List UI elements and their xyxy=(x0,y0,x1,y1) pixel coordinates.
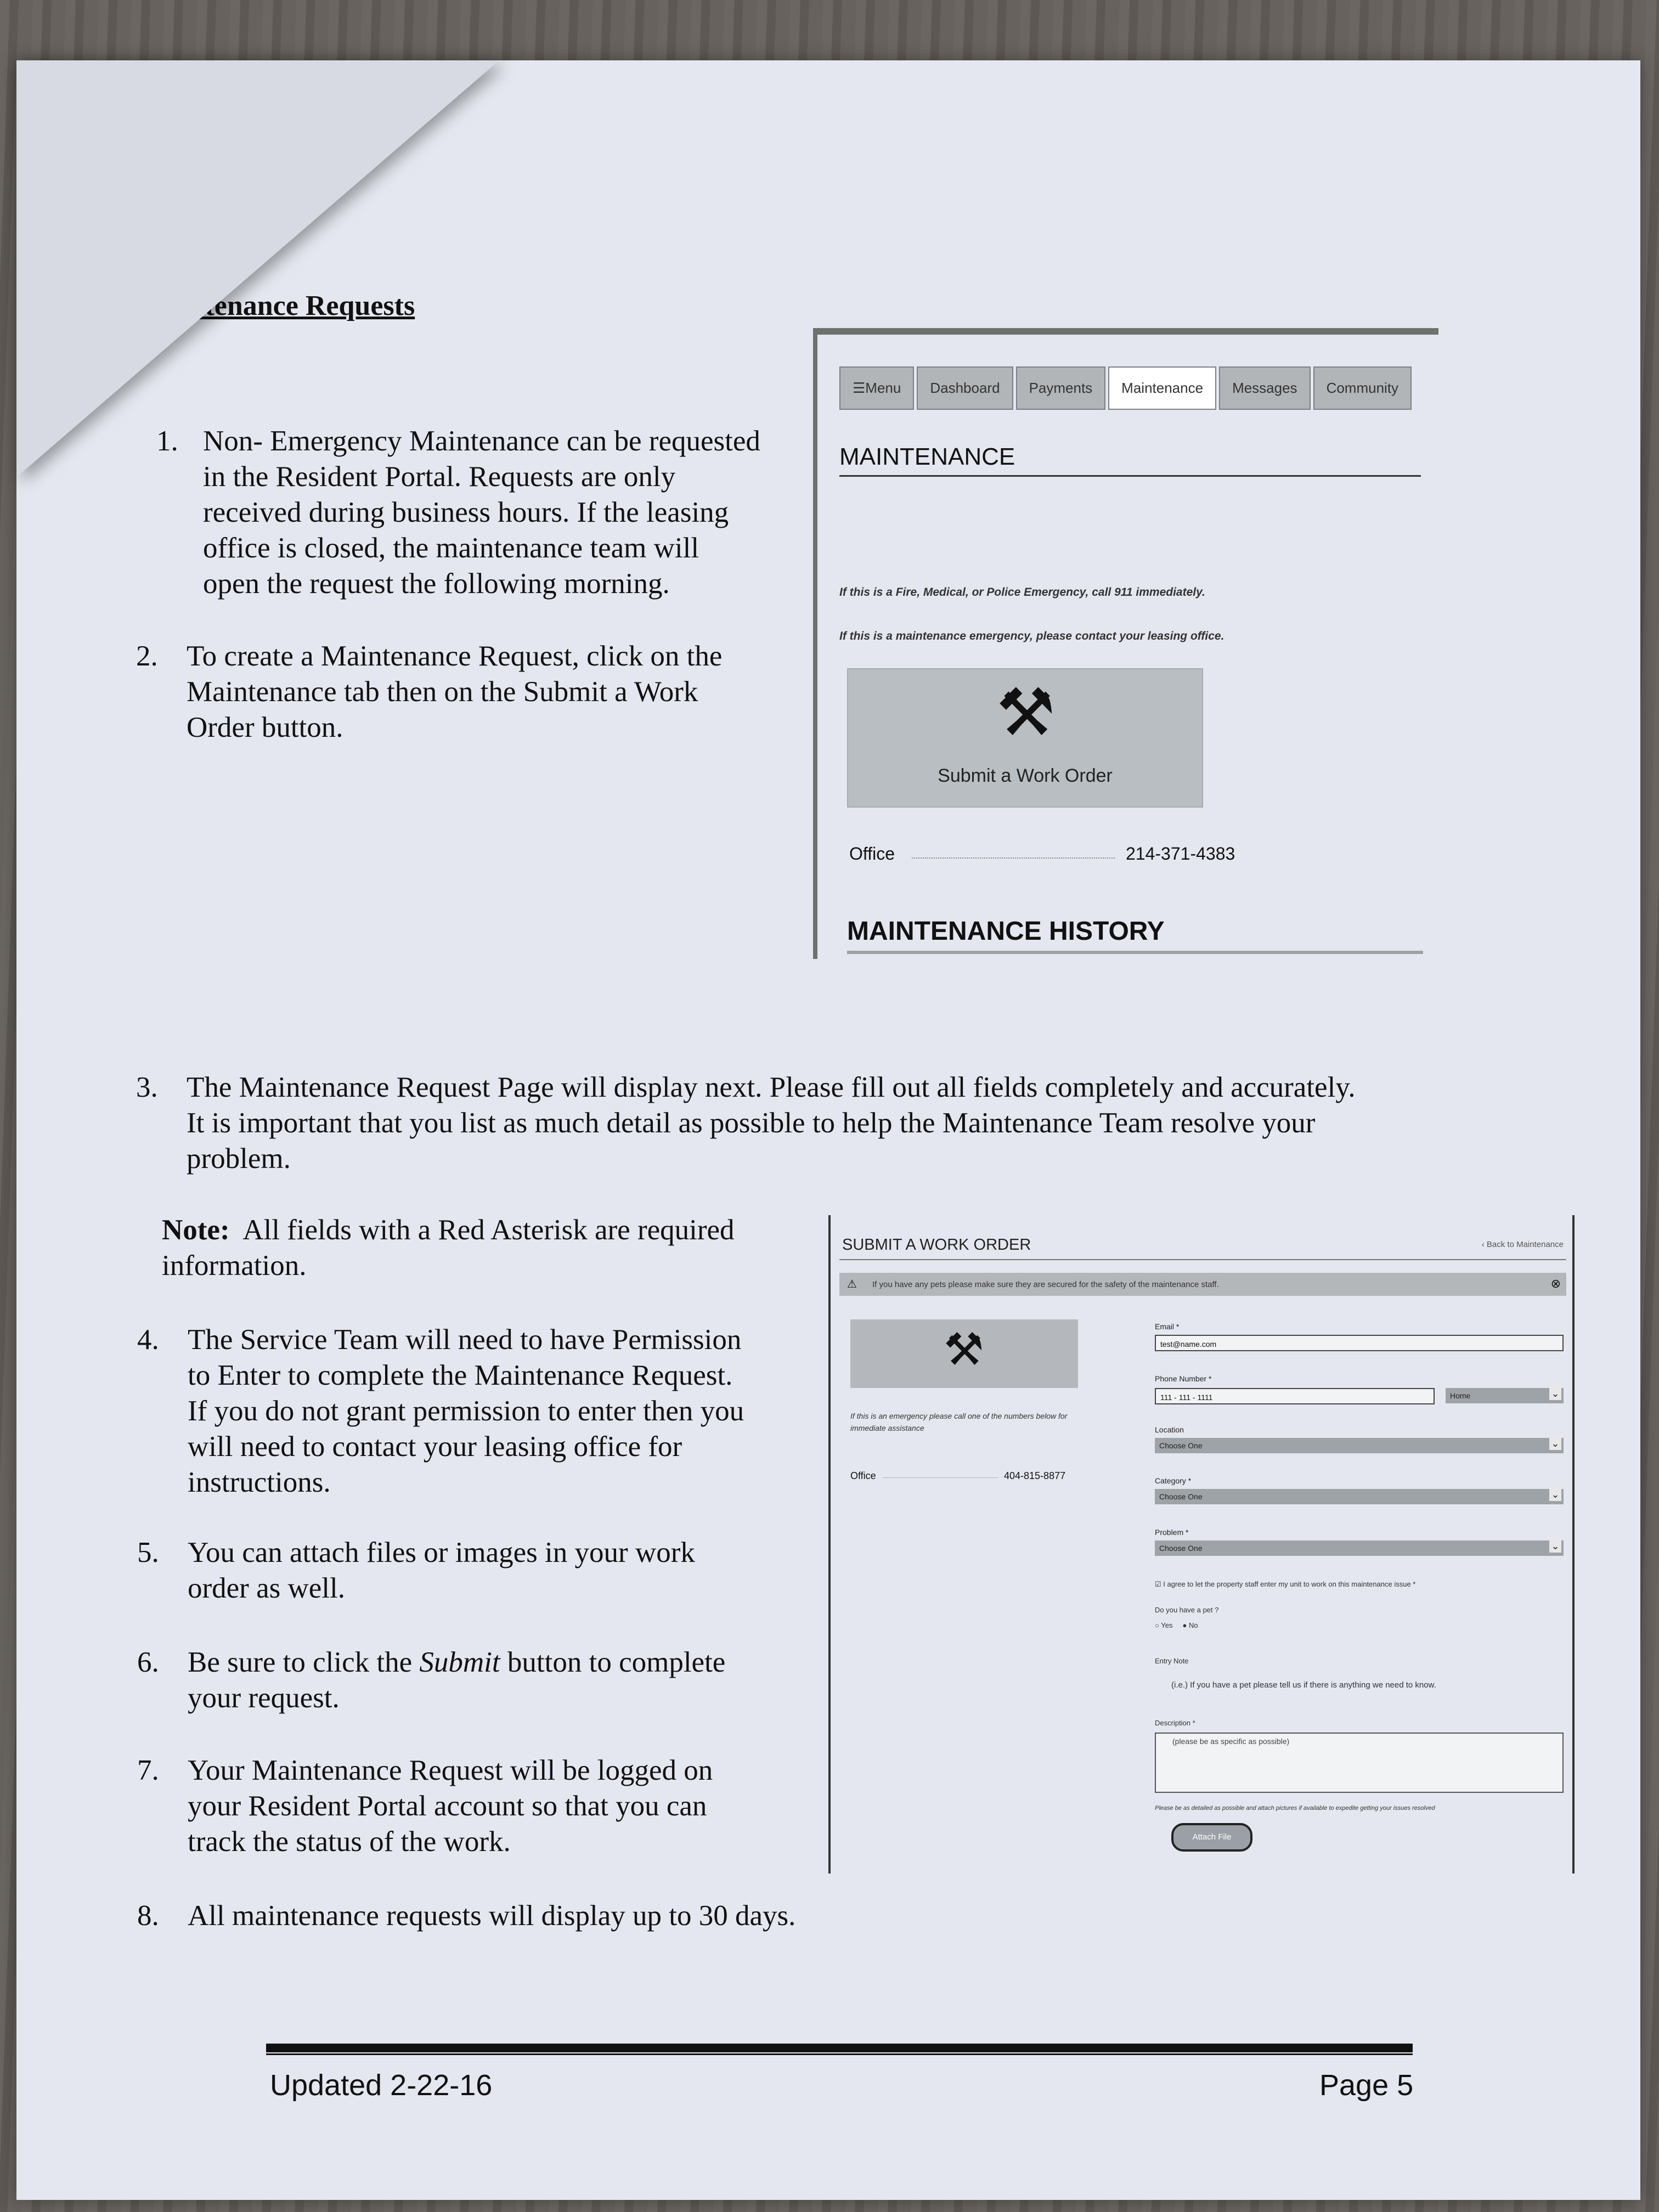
category-select[interactable]: Choose One ⌄ xyxy=(1155,1489,1564,1504)
item-1-line: Non- Emergency Maintenance can be requested xyxy=(203,425,760,457)
work-order-image xyxy=(850,1319,1078,1388)
warning-icon: ⚠ xyxy=(847,1278,857,1290)
item-4-line: The Service Team will need to have Permission xyxy=(188,1324,742,1356)
item-1-line: received during business hours. If the leasing xyxy=(203,496,729,528)
office-phone: 404-815-8877 xyxy=(1004,1470,1066,1481)
emergency-text: If this is an emergency please call one of the numbers below for immediate assistance xyxy=(850,1412,1068,1432)
item-4-line: to Enter to complete the Maintenance Request. xyxy=(188,1359,733,1391)
item-6-line: Be sure to click the Submit button to complete xyxy=(188,1646,726,1678)
screenshot-border xyxy=(813,328,1438,335)
maintenance-emergency-note: If this is a maintenance emergency, please contact your leasing office. xyxy=(839,630,1224,642)
problem-select[interactable]: Choose One ⌄ xyxy=(1155,1541,1564,1556)
item-7-line: track the status of the work. xyxy=(188,1826,511,1858)
tab-menu[interactable]: ☰Menu xyxy=(839,366,914,410)
back-link[interactable]: ‹ Back to Maintenance xyxy=(1481,1240,1564,1249)
item-7-line: Your Maintenance Request will be logged on xyxy=(188,1754,713,1786)
close-icon[interactable]: ⊗ xyxy=(1550,1277,1561,1290)
item-3-line: It is important that you list as much detail as possible to help the Maintenance Team resolve your xyxy=(187,1107,1316,1139)
tab-dashboard[interactable]: Dashboard xyxy=(917,366,1013,410)
problem-label: Problem * xyxy=(1155,1528,1189,1537)
radio-no-label: No xyxy=(1188,1621,1198,1629)
submit-work-order-label: Submit a Work Order xyxy=(938,765,1113,786)
screenshot-border xyxy=(1572,1215,1575,1874)
tools-icon: ⚒ xyxy=(944,1325,984,1375)
back-link-label: Back to Maintenance xyxy=(1486,1240,1564,1249)
pet-alert xyxy=(839,1273,1566,1296)
maintenance-screenshot xyxy=(813,328,1438,959)
item-2-line: Order button. xyxy=(187,712,343,743)
item-1-line: office is closed, the maintenance team will xyxy=(203,532,699,564)
note xyxy=(162,1212,820,1284)
attach-file-button[interactable]: Attach File xyxy=(1171,1823,1252,1852)
permission-label: I agree to let the property staff enter my unit to work on this maintenance issue * xyxy=(1163,1580,1416,1588)
entry-note-label: Entry Note xyxy=(1155,1657,1189,1665)
item-1-line: open the request the following morning. xyxy=(203,568,670,600)
item-7-line: your Resident Portal account so that you can xyxy=(188,1790,707,1822)
radio-yes[interactable]: ○ Yes xyxy=(1155,1621,1173,1629)
email-field[interactable]: test@name.com xyxy=(1155,1335,1564,1351)
item-8-line: All maintenance requests will display up to 30 days. xyxy=(188,1900,796,1932)
item-5-line: You can attach files or images in your work xyxy=(188,1537,695,1568)
office-label: Office xyxy=(849,844,895,864)
description-hint: Please be as detailed as possible and attach pictures if available to expedite getting your issues resolved xyxy=(1155,1805,1435,1812)
item-3-line: The Maintenance Request Page will display next. Please fill out all fields completely and accurately. xyxy=(187,1071,1356,1103)
maintenance-history-title: MAINTENANCE HISTORY xyxy=(847,917,1165,946)
item-4-line: instructions. xyxy=(188,1466,331,1498)
category-label: Category * xyxy=(1155,1476,1192,1485)
email-label: Email * xyxy=(1155,1322,1180,1331)
portal-tabs xyxy=(839,366,1414,410)
tab-messages[interactable]: Messages xyxy=(1219,366,1311,410)
note-label: Note: xyxy=(162,1214,230,1246)
item-5-line: order as well. xyxy=(188,1572,345,1604)
office-label: Office xyxy=(850,1470,876,1481)
item-3-line: problem. xyxy=(187,1143,291,1175)
pet-question: Do you have a pet ? xyxy=(1155,1606,1219,1614)
footer-updated: Updated 2-22-16 xyxy=(270,2069,493,2102)
location-label: Location xyxy=(1155,1425,1184,1434)
entry-note-input[interactable]: (i.e.) If you have a pet please tell us if there is anything we need to know. xyxy=(1171,1680,1436,1690)
item-4-line: If you do not grant permission to enter then you xyxy=(188,1395,744,1427)
footer-rule xyxy=(266,2053,1413,2055)
divider xyxy=(839,475,1421,477)
item-1-line: in the Resident Portal. Requests are only xyxy=(203,461,676,493)
tools-icon: ⚒ xyxy=(996,676,1056,749)
phone-type-select[interactable]: Home ⌄ xyxy=(1446,1388,1564,1403)
document-page: Maintenance Requests 1. Non- Emergency Maintenance can be requested in the Resident Portal. Requests are only received during business hours. If the leasing office is closed, the maintenance team will open the request the following morning. 2. To create a Maintenance Request, click on the Maintenance tab then on the Submit a Work Order button. 3. The Maintenance Request Page will display next. Please fill out all fields completely and accurately. It is important that you list as much detail as possible to help the Maintenance Team resolve your problem. Note: All fields with a Red Asterisk are required information. 4. The Service Team will need to have Permission to Enter to complete the Maintenance Request. If you do not grant permission to enter then you will need to contact your leasing office for instructions. 5. You can attach files or images in your work order as well. 6. Be sure to click the Submit button to complete your request. 7. Your Maintenance Request will be logged on your Resident Portal account so that you can track the status of the work. 8. All maintenance requests will display up to 30 days. ☰Menu Dashboard Payments Maintenance Messages Community MAINTENANCE If this is a Fire, Medical, or Police Emergency, call 911 immediately. If this is a maintenance emergency, please contact your leasing office. ⚒ Submit a Work Order Office 214-371-4383 MAINTENANCE HISTORY SUBMIT A WORK ORDER ‹ Back to Maintenance ⚠ If you have any pets please make sure they are secured for the safety of the maintenance staff. ⊗ ⚒ If this is an emergency please call one of the numbers below for immediate assistance Office 404-815-8877 Email * test@name.com Phone Number * 111 - 111 - 1111 Home ⌄ Location Choose One ⌄ Category * Choose One ⌄ Problem * Choose One ⌄ ☑ I agree to let the property staff enter my unit to work on this maintenance issue * Do you have a pet ? ○ Yes ● No Entry Note (i.e.) If you have a pet please tell us if there is anything we need to know. Description * (please be as specific as possible) Please be as detailed as possible and attach pictures if available to expedite getting your issues resolved Attach File Updated 2-22-16 Page 5 xyxy=(16,60,1640,2200)
phone-label: Phone Number * xyxy=(1155,1374,1212,1383)
phone-field[interactable]: 111 - 111 - 1111 xyxy=(1155,1388,1435,1404)
item-2-line: Maintenance tab then on the Submit a Work xyxy=(187,676,698,708)
submit-work-order-button[interactable] xyxy=(847,668,1203,808)
section-heading: Maintenance Requests xyxy=(140,290,415,321)
description-textarea[interactable]: (please be as specific as possible) xyxy=(1155,1733,1564,1793)
alert-text: If you have any pets please make sure they are secured for the safety of the maintenance staff. xyxy=(872,1280,1219,1289)
location-select[interactable]: Choose One ⌄ xyxy=(1155,1438,1564,1453)
tab-payments[interactable]: Payments xyxy=(1016,366,1106,410)
screenshot-border xyxy=(813,328,817,959)
radio-no[interactable]: ● No xyxy=(1182,1621,1198,1629)
screenshot-border xyxy=(828,1215,831,1874)
item-2-line: To create a Maintenance Request, click on the xyxy=(187,640,723,672)
item-6-line: your request. xyxy=(188,1682,340,1714)
note-line: All fields with a Red Asterisk are required xyxy=(242,1214,735,1246)
page-curl xyxy=(16,60,499,477)
radio-yes-label: Yes xyxy=(1161,1621,1173,1629)
office-phone: 214-371-4383 xyxy=(1126,844,1235,864)
divider xyxy=(847,951,1423,954)
pet-radio-group xyxy=(1155,1621,1198,1629)
footer-page-number: Page 5 xyxy=(1319,2069,1414,2102)
dotted-leader xyxy=(883,1477,998,1478)
note-line: information. xyxy=(162,1250,307,1282)
dotted-leader xyxy=(912,857,1115,859)
work-order-screenshot xyxy=(828,1215,1575,1874)
emergency-note: If this is a Fire, Medical, or Police Emergency, call 911 immediately. xyxy=(839,586,1205,599)
work-order-title: SUBMIT A WORK ORDER xyxy=(842,1236,1031,1254)
tab-maintenance[interactable]: Maintenance xyxy=(1108,366,1216,410)
tab-community[interactable]: Community xyxy=(1313,366,1412,410)
maintenance-title: MAINTENANCE xyxy=(839,443,1015,470)
footer-rule xyxy=(266,2044,1413,2052)
divider xyxy=(839,1259,1566,1260)
description-label: Description * xyxy=(1155,1719,1195,1727)
item-4-line: will need to contact your leasing office for xyxy=(188,1431,682,1463)
permission-checkbox[interactable]: ☑ I agree to let the property staff enter my unit to work on this maintenance issue * xyxy=(1155,1580,1416,1588)
